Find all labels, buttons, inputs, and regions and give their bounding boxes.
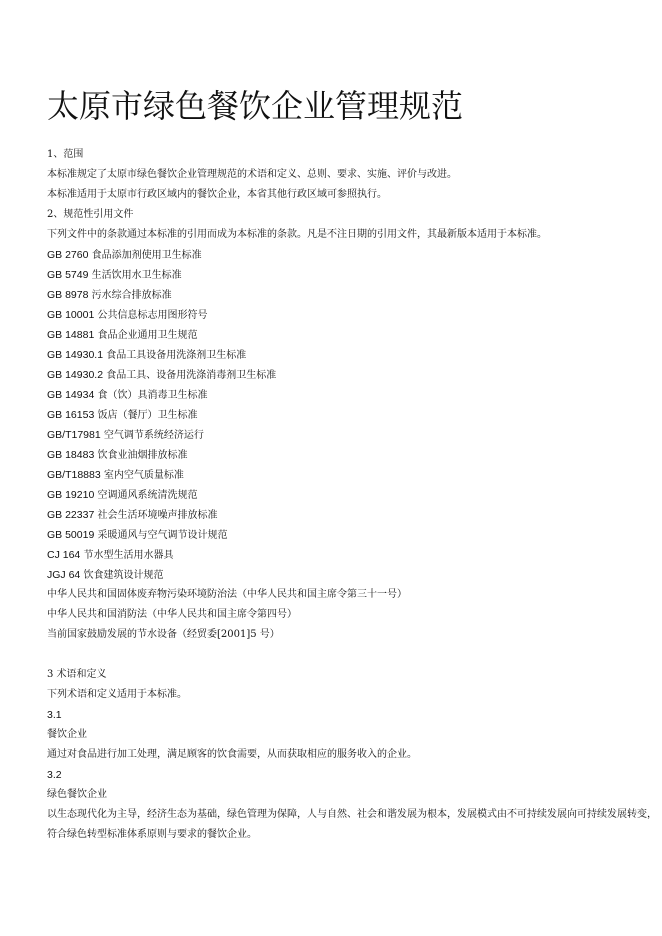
text-line <box>47 705 657 725</box>
text-line <box>47 505 657 525</box>
line-text: 室内空气质量标准 <box>100 470 184 481</box>
line-text: 空调通风系统清洗规范 <box>94 490 198 501</box>
text-line <box>47 585 657 605</box>
standard-code: GB 14930.1 <box>47 349 104 361</box>
standard-code: GB 19210 <box>47 489 95 501</box>
text-line <box>47 645 657 665</box>
line-text: 食品工具、设备用洗涤消毒剂卫生标准 <box>103 370 277 381</box>
line-text: 饮食业油烟排放标准 <box>94 450 188 461</box>
text-line <box>47 785 657 805</box>
text-line <box>47 545 657 565</box>
text-line <box>47 825 657 845</box>
standard-code: GB 8978 <box>47 289 89 301</box>
line-text: 本标准规定了太原市绿色餐饮企业管理规范的术语和定义、总则、要求、实施、评价与改进。 <box>47 169 457 180</box>
text-line <box>47 385 657 405</box>
standard-code: JGJ 64 <box>47 569 81 581</box>
text-line <box>47 485 657 505</box>
line-text: 节水型生活用水器具 <box>80 550 174 561</box>
text-line <box>47 145 657 165</box>
line-text: 生活饮用水卫生标准 <box>88 270 182 281</box>
document-title: 太原市绿色餐饮企业管理规范 <box>47 87 464 125</box>
line-text: 社会生活环境噪声排放标准 <box>94 510 218 521</box>
text-line <box>47 565 657 585</box>
text-line <box>47 405 657 425</box>
text-line <box>47 205 657 225</box>
line-text: 3 术语和定义 <box>47 669 107 680</box>
text-line <box>47 265 657 285</box>
standard-code: GB/T18883 <box>47 469 101 481</box>
standard-code: GB 5749 <box>47 269 89 281</box>
standard-code: 3.2 <box>47 769 62 781</box>
standard-code: GB/T17981 <box>47 429 101 441</box>
standard-code: GB 14934 <box>47 389 95 401</box>
standard-code: CJ 164 <box>47 549 81 561</box>
line-text: 符合绿色转型标准体系原则与要求的餐饮企业。 <box>47 829 257 840</box>
line-text: 空气调节系统经济运行 <box>100 430 204 441</box>
line-text: 公共信息标志用图形符号 <box>94 310 208 321</box>
line-text: 通过对食品进行加工处理，满足顾客的饮食需要，从而获取相应的服务收入的企业。 <box>47 749 417 760</box>
line-text: 采暖通风与空气调节设计规范 <box>94 530 228 541</box>
standard-code: GB 14881 <box>47 329 95 341</box>
text-line <box>47 625 657 645</box>
text-line <box>47 325 657 345</box>
standard-code: GB 50019 <box>47 529 95 541</box>
text-line <box>47 305 657 325</box>
text-line <box>47 525 657 545</box>
text-line <box>47 465 657 485</box>
text-line <box>47 425 657 445</box>
text-line <box>47 725 657 745</box>
line-text: 食（饮）具消毒卫生标准 <box>94 390 208 401</box>
text-line <box>47 165 657 185</box>
line-text: 饮食建筑设计规范 <box>80 570 164 581</box>
text-line <box>47 665 657 685</box>
text-line <box>47 605 657 625</box>
text-line <box>47 765 657 785</box>
text-line <box>47 745 657 765</box>
text-line <box>47 245 657 265</box>
line-text: 下列术语和定义适用于本标准。 <box>47 689 187 700</box>
line-text: 绿色餐饮企业 <box>47 789 107 800</box>
line-text: 食品企业通用卫生规范 <box>94 330 198 341</box>
line-text: 1、范围 <box>47 149 84 160</box>
text-line <box>47 685 657 705</box>
standard-code: GB 10001 <box>47 309 95 321</box>
standard-code: GB 2760 <box>47 249 89 261</box>
text-line <box>47 285 657 305</box>
standard-code: 3.1 <box>47 709 62 721</box>
line-text: 污水综合排放标准 <box>88 290 172 301</box>
text-line <box>47 365 657 385</box>
line-text: 当前国家鼓励发展的节水设备（经贸委[2001]5 号） <box>47 629 280 640</box>
line-text: 本标准适用于太原市行政区域内的餐饮企业，本省其他行政区域可参照执行。 <box>47 189 387 200</box>
line-text: 2、规范性引用文件 <box>47 209 134 220</box>
text-line <box>47 445 657 465</box>
line-text: 饭店（餐厅）卫生标准 <box>94 410 198 421</box>
text-line <box>47 185 657 205</box>
text-line <box>47 345 657 365</box>
text-line <box>47 805 657 825</box>
line-text: 餐饮企业 <box>47 729 87 740</box>
line-text: 下列文件中的条款通过本标准的引用而成为本标准的条款。凡是不注日期的引用文件，其最新版本适用于本标准。 <box>47 229 547 240</box>
line-text: 中华人民共和国消防法（中华人民共和国主席令第四号） <box>47 609 297 620</box>
standard-code: GB 14930.2 <box>47 369 104 381</box>
document-body <box>47 145 657 845</box>
line-text: 食品添加剂使用卫生标准 <box>88 250 202 261</box>
text-line <box>47 225 657 245</box>
standard-code: GB 18483 <box>47 449 95 461</box>
line-text: 中华人民共和国固体废弃物污染环境防治法（中华人民共和国主席令第三十一号） <box>47 589 407 600</box>
line-text: 食品工具设备用洗涤剂卫生标准 <box>103 350 247 361</box>
standard-code: GB 22337 <box>47 509 95 521</box>
standard-code: GB 16153 <box>47 409 95 421</box>
line-text: 以生态现代化为主导，经济生态为基础，绿色管理为保障，人与自然、社会和谐发展为根本，发展模式由不可持续发展向可持续发展转变， <box>47 809 657 820</box>
